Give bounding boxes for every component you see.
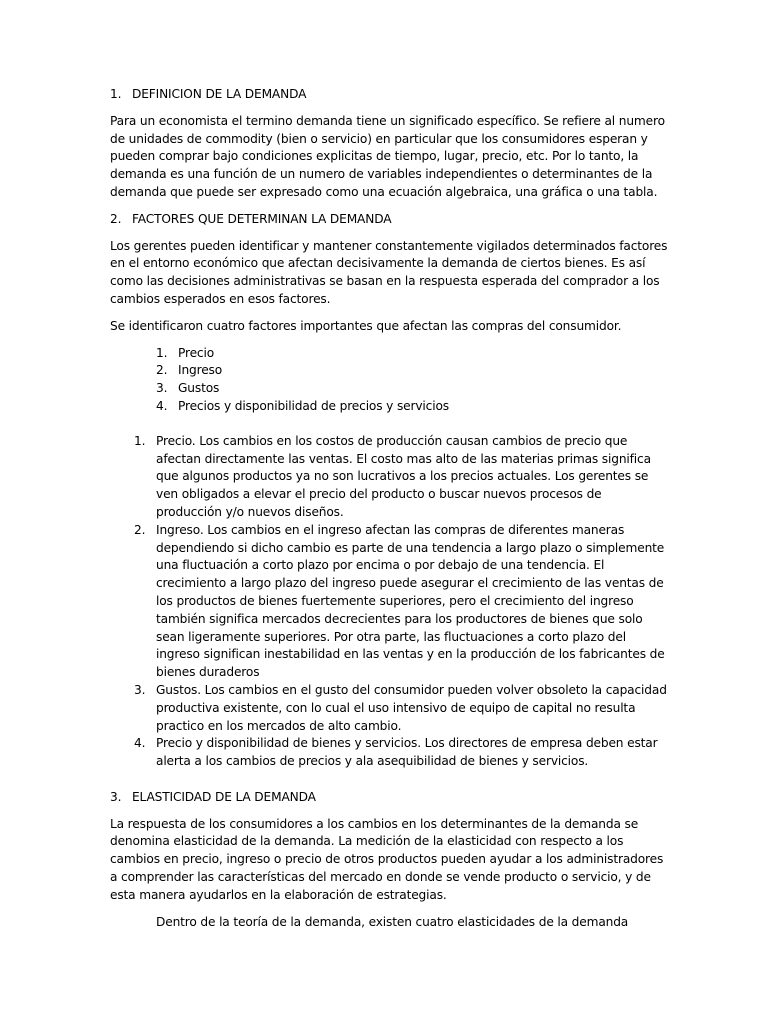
list-item-text: Precio. Los cambios en los costos de producción causan cambios de precio que afectan directamente las ventas. El costo mas alto de las materias primas significa que algunos productos ya no son lucrativos a los precios actuales. Los gerentes se ven obligados a elevar el precio del producto o buscar nuevos procesos de producción y/o nuevos diseños. (156, 433, 651, 519)
list-item-number: 3. (156, 381, 168, 396)
paragraph-elasticidad: La respuesta de los consumidores a los cambios en los determinantes de la demanda se denomina elasticidad de la demanda. La medición de la elasticidad con respecto a los cambios en precio, ingreso o precio de otros productos pueden ayudar a los administradores a comprender las características del mercado en donde se vende producto o servicio, y de esta manera ayudarlos en la elaboración de estrategias. (110, 816, 664, 902)
indented-sentence: Dentro de la teoría de la demanda, existen cuatro elasticidades de la demanda (156, 914, 629, 929)
list-item-number: 1. (156, 345, 168, 360)
list-item (156, 398, 670, 416)
list-item-number: 3. (134, 682, 146, 697)
list-item (156, 380, 670, 398)
list-item-text: Ingreso (178, 363, 223, 378)
list-item-text: Ingreso. Los cambios en el ingreso afectan las compras de diferentes maneras dependiendo si dicho cambio es parte de una tendencia a largo plazo o simplemente una fluctuación a corto plazo por encima o por debajo de una tendencia. El crecimiento a largo plazo del ingreso puede asegurar el crecimiento de las ventas de los productos de bienes fuertemente superiores, pero el crecimiento del ingreso también significa mercados decrecientes para los productores de bienes que solo sean ligeramente superiores. Por otra parte, las fluctuaciones a corto plazo del ingreso significan inestabilidad en las ventas y en la producción de los fabricantes de bienes duraderos (156, 522, 665, 680)
document-page (110, 86, 670, 931)
list-item (134, 682, 670, 735)
section-heading-elasticidad (110, 789, 670, 807)
list-item-text: Gustos. Los cambios en el gusto del consumidor pueden volver obsoleto la capacidad productiva existente, con lo cual el uso intensivo de equipo de capital no resulta practico en los mercados de alto cambio. (156, 682, 667, 733)
list-item (156, 345, 670, 363)
section-heading-factores (110, 211, 670, 229)
list-item-number: 2. (134, 522, 146, 537)
heading-number: 2. (110, 211, 122, 226)
paragraph-factores: Los gerentes pueden identificar y mantener constantemente vigilados determinados factores en el entorno económico que afectan decisivamente la demanda de ciertos bienes. Es así como las decisiones administrativas se basan en la respuesta esperada del comprador a los cambios esperados en esos factores. (110, 238, 668, 306)
list-item-number: 1. (134, 433, 146, 448)
list-item-number: 4. (156, 398, 168, 413)
list-item-text: Precio y disponibilidad de bienes y servicios. Los directores de empresa deben estar alerta a los cambios de precios y ala asequibilidad de bienes y servicios. (156, 736, 658, 769)
section-heading-definicion (110, 86, 670, 104)
factors-summary-list (156, 345, 670, 416)
paragraph-factores-intro: Se identificaron cuatro factores importantes que afectan las compras del consumidor. (110, 318, 622, 333)
list-item (134, 433, 670, 522)
list-item-text: Gustos (178, 381, 220, 396)
heading-title: FACTORES QUE DETERMINAN LA DEMANDA (132, 211, 392, 226)
paragraph-definicion: Para un economista el termino demanda tiene un significado específico. Se refiere al numero de unidades de commodity (bien o servicio) en particular que los consumidores esperan y pueden comprar bajo condiciones explicitas de tiempo, lugar, precio, etc. Por lo tanto, la demanda es una función de un numero de variables independientes o determinantes de la demanda que puede ser expresado como una ecuación algebraica, una gráfica o una tabla. (110, 113, 665, 199)
heading-title: DEFINICION DE LA DEMANDA (132, 87, 307, 101)
list-item (134, 735, 670, 771)
list-item (156, 362, 670, 380)
list-item-text: Precios y disponibilidad de precios y servicios (178, 398, 449, 413)
factors-detail-list (134, 433, 670, 771)
heading-number: 3. (110, 789, 122, 804)
list-item-number: 2. (156, 363, 168, 378)
list-item (134, 522, 670, 682)
heading-title: ELASTICIDAD DE LA DEMANDA (132, 789, 316, 804)
list-item-text: Precio (178, 345, 215, 360)
list-item-number: 4. (134, 736, 146, 751)
heading-number: 1. (110, 87, 122, 101)
